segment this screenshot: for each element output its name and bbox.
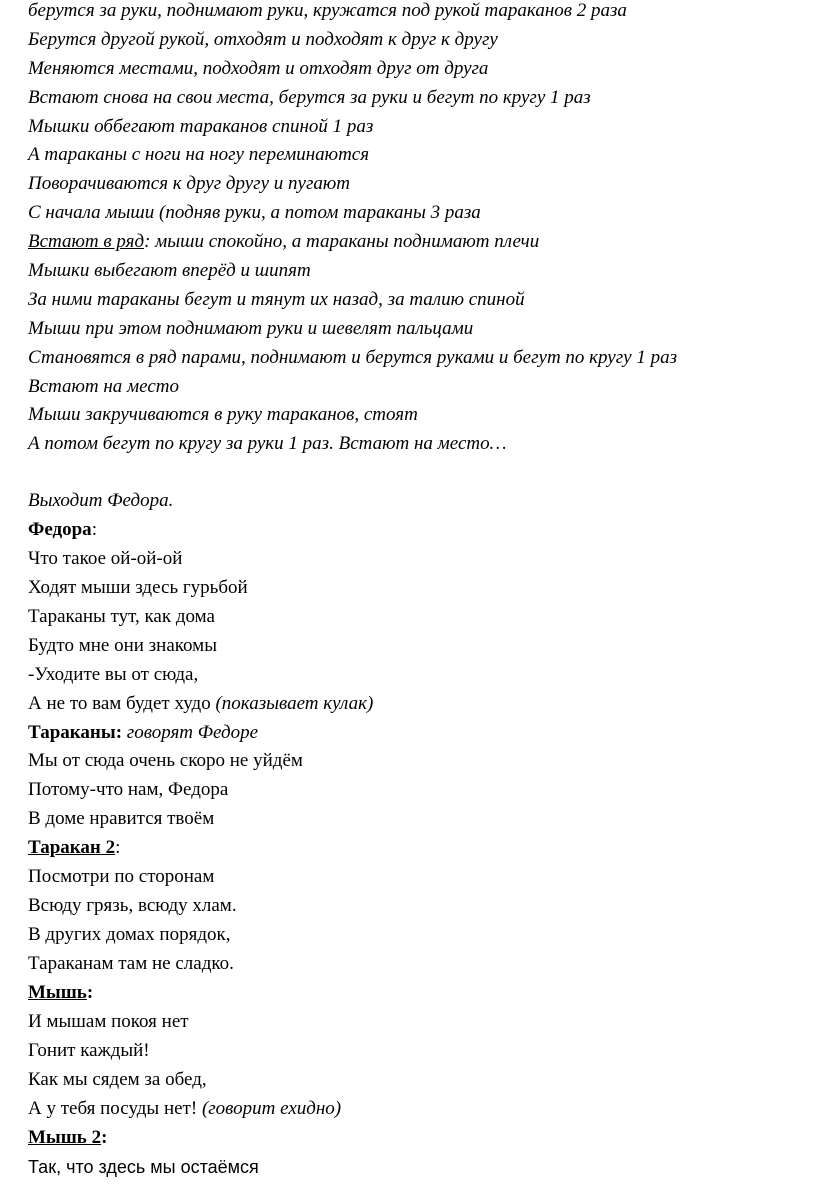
verse-line: В других домах порядок,: [28, 924, 231, 946]
speaker-line-mouse-2: [28, 1124, 373, 1153]
speaker-line-cockroach-2: [28, 834, 373, 863]
speaker-line-mouse: [28, 979, 373, 1008]
verse-line: -Уходите вы от сюда,: [28, 663, 199, 685]
stage-line: Становятся в ряд парами, поднимают и берутся руками и бегут по кругу 1 раз: [28, 346, 677, 368]
speaker-name: Федора: [28, 518, 92, 540]
verse-line: [28, 1095, 373, 1124]
verse-line: Тараканы тут, как дома: [28, 605, 215, 627]
verse-line: Как мы сядем за обед,: [28, 1068, 207, 1090]
speaker-colon: :: [91, 518, 97, 540]
stage-line: За ними тараканы бегут и тянут их назад, за талию спиной: [28, 288, 525, 310]
verse-text: А не то вам будет худо: [28, 692, 216, 714]
stage-line: С начала мыши (подняв руки, а потом тараканы 3 раза: [28, 202, 481, 224]
verse-line: И мышам покоя нет: [28, 1010, 189, 1032]
verse-line: Ходят мыши здесь гурьбой: [28, 576, 248, 598]
verse-line: Гонит каждый!: [28, 1039, 150, 1061]
inline-direction: (говорит ехидно): [201, 1097, 342, 1119]
inline-direction: (показывает кулак): [215, 692, 374, 714]
verse-line: Посмотри по сторонам: [28, 866, 215, 888]
stage-line: Мыши при этом поднимают руки и шевелят пальцами: [28, 317, 474, 339]
stage-line: Поворачиваются к друг другу и пугают: [28, 173, 350, 195]
speaker-colon: :: [101, 1126, 108, 1148]
verse-line: Потому-что нам, Федора: [28, 779, 229, 801]
stage-line: А тараканы с ноги на ногу переминаются: [28, 144, 370, 166]
stage-line: Меняются местами, подходят и отходят друг от друга: [28, 57, 489, 79]
stage-underlined-text: Встают в ряд: [28, 231, 145, 253]
verse-line: Что такое ой-ой-ой: [28, 547, 183, 569]
stage-line: берутся за руки, поднимают руки, кружатся под рукой тараканов 2 раза: [28, 0, 627, 21]
verse-line: [28, 690, 373, 719]
verse-line: Мы от сюда очень скоро не уйдём: [28, 750, 303, 772]
stage-line-row: [28, 228, 677, 257]
stage-line: Встают на место: [28, 375, 179, 397]
verse-line: Всюду грязь, всюду хлам.: [28, 895, 237, 917]
stage-line: А потом бегут по кругу за руки 1 раз. Встают на место…: [28, 433, 507, 455]
speaker-name: Мышь: [28, 981, 87, 1003]
verse-text: А у тебя посуды нет!: [28, 1097, 202, 1119]
verse-line: Будто мне они знакомы: [28, 634, 217, 656]
speaker-line-fedora: [28, 516, 373, 545]
stage-directions: [28, 0, 677, 459]
verse-line: Так, что здесь мы остаёмся: [28, 1156, 259, 1177]
entrance-direction: Выходит Федора.: [28, 490, 174, 511]
stage-line: Мышки выбегают вперёд и шипят: [28, 260, 311, 282]
stage-line: Мышки оббегают тараканов спиной 1 раз: [28, 115, 374, 137]
speaker-name: Тараканы:: [28, 721, 123, 743]
verse-line: Тараканам там не сладко.: [28, 953, 234, 974]
verse-line: В доме нравится твоём: [28, 808, 215, 830]
inline-direction: говорят Федоре: [122, 721, 259, 743]
speaker-colon: :: [86, 981, 94, 1003]
speaker-colon: :: [115, 837, 121, 859]
speaker-line-cockroaches: [28, 719, 373, 748]
dialogue: [28, 487, 373, 1182]
stage-line: Встают снова на свои места, берутся за руки и бегут по кругу 1 раз: [28, 86, 591, 108]
speaker-name: Таракан 2: [28, 837, 116, 859]
stage-text: : мыши спокойно, а тараканы поднимают плечи: [144, 231, 540, 253]
speaker-name: Мышь 2: [28, 1126, 102, 1148]
stage-line: Мыши закручиваются в руку тараканов, стоят: [28, 404, 418, 426]
stage-line: Берутся другой рукой, отходят и подходят к друг к другу: [28, 28, 498, 50]
